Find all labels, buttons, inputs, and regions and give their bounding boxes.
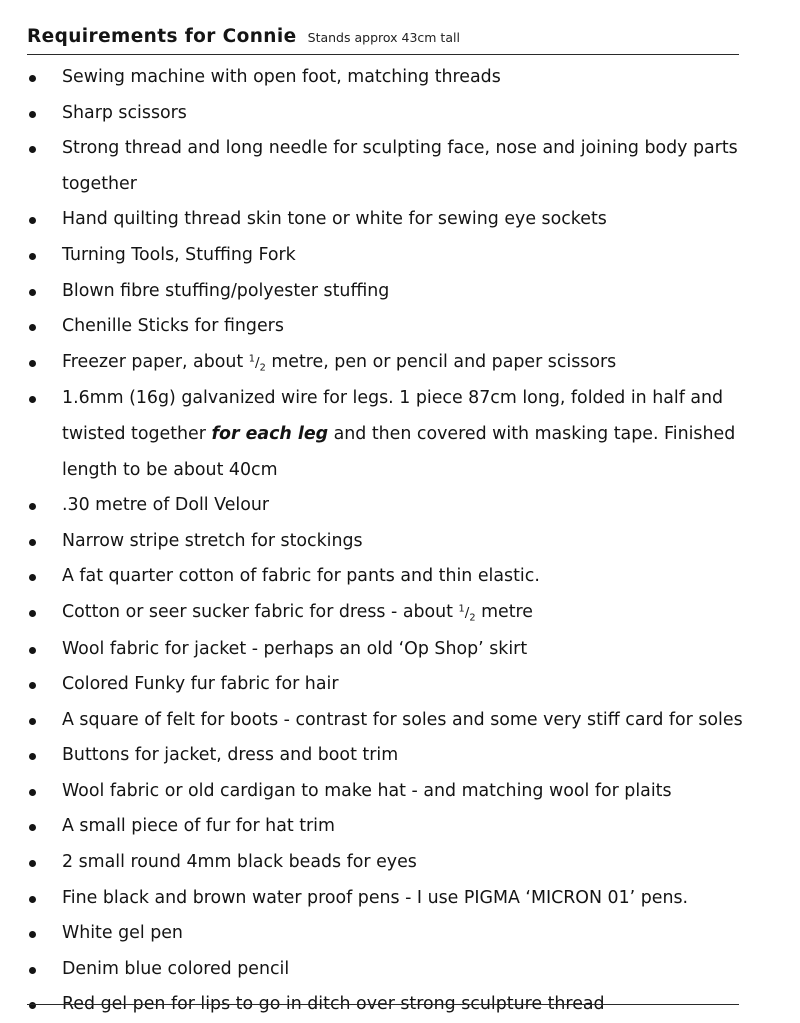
item-text: metre (481, 601, 534, 622)
bullet-icon (29, 75, 36, 82)
list-item (0, 916, 800, 952)
bullet-icon (29, 824, 36, 831)
bullet-icon (29, 360, 36, 367)
bullet-icon (29, 682, 36, 689)
list-item (0, 60, 800, 96)
list-item (0, 381, 800, 488)
item-text: Chenille Sticks for fingers (62, 316, 284, 337)
bullet-icon (29, 931, 36, 938)
bullet-icon (29, 647, 36, 654)
list-item (0, 238, 800, 274)
item-text: Sewing machine with open foot, matching threads (62, 67, 501, 87)
item-text: Wool fabric for jacket - perhaps an old ‘Op Shop’ skirt (62, 638, 528, 659)
item-text: and then covered with masking tape. Finished length to be about 40cm (62, 423, 736, 480)
bullet-icon (29, 253, 36, 260)
item-text: Hand quilting thread skin tone or white for sewing eye sockets (62, 209, 607, 230)
page-title: Requirements for Connie (27, 26, 297, 47)
list-item (0, 774, 800, 810)
list-item (0, 595, 800, 632)
bullet-icon (29, 146, 36, 153)
item-text: Colored Funky fur fabric for hair (62, 674, 339, 695)
list-item (0, 632, 800, 668)
list-item (0, 987, 800, 1023)
bullet-icon (29, 610, 36, 617)
list-item (0, 309, 800, 345)
bullet-icon (29, 967, 36, 974)
list-item (0, 559, 800, 595)
bullet-icon (29, 503, 36, 510)
page-subtitle: Stands approx 43cm tall (307, 30, 460, 45)
item-text: Freezer paper, about (62, 351, 244, 372)
bullet-icon (29, 324, 36, 331)
list-item (0, 202, 800, 238)
list-item (0, 524, 800, 560)
list-item (0, 952, 800, 988)
item-text: Cotton or seer sucker fabric for dress - about (62, 601, 453, 622)
item-text: metre, pen or pencil and paper scissors (271, 351, 617, 372)
item-text: .30 metre of Doll Velour (62, 495, 270, 516)
list-item (0, 845, 800, 881)
bullet-icon (29, 753, 36, 760)
fraction: $^1/_2$ (248, 353, 266, 374)
item-text: White gel pen (62, 923, 183, 944)
requirements-list (0, 60, 800, 1023)
bullet-icon (29, 860, 36, 867)
item-text: Fine black and brown water proof pens - I use PIGMA ‘MICRON 01’ pens. (62, 887, 689, 908)
item-text: Narrow stripe stretch for stockings (62, 530, 363, 551)
bullet-icon (29, 574, 36, 581)
list-item (0, 881, 800, 917)
item-text: A square of felt for boots - contrast for soles and some very stiff card for soles (62, 709, 743, 730)
bullet-icon (29, 289, 36, 296)
list-item (0, 667, 800, 703)
bullet-icon (29, 217, 36, 224)
bullet-icon (29, 111, 36, 118)
fraction: $^1/_2$ (458, 603, 476, 624)
item-text: 1.6mm (16g) galvanized wire for legs. 1 piece 87cm long, folded in half and twisted together (62, 388, 724, 444)
footer-divider (27, 1004, 739, 1005)
bullet-icon (29, 718, 36, 725)
item-text: A fat quarter cotton of fabric for pants and thin elastic. (62, 566, 540, 587)
item-text: Turning Tools, Stuffing Fork (62, 244, 296, 265)
bullet-icon (29, 396, 36, 403)
emphasis-text: for each leg (211, 423, 329, 444)
item-text: Wool fabric or old cardigan to make hat - and matching wool for plaits (62, 780, 672, 801)
list-item (0, 738, 800, 774)
item-text: Buttons for jacket, dress and boot trim (62, 745, 399, 766)
item-text: Blown fibre stuffing/polyester stuffing (62, 280, 390, 301)
list-item (0, 809, 800, 845)
list-item (0, 96, 800, 132)
item-text: Sharp scissors (62, 102, 187, 123)
list-item (0, 274, 800, 310)
list-item (0, 488, 800, 524)
list-item (0, 703, 800, 739)
bullet-icon (29, 539, 36, 546)
item-text: Denim blue colored pencil (62, 958, 290, 979)
bullet-icon (29, 896, 36, 903)
list-item (0, 131, 800, 202)
requirements-header (27, 26, 739, 55)
item-text: 2 small round 4mm black beads for eyes (62, 852, 417, 873)
item-text: Strong thread and long needle for sculpting face, nose and joining body parts together (62, 138, 738, 194)
bullet-icon (29, 789, 36, 796)
item-text: A small piece of fur for hat trim (62, 816, 335, 837)
item-text: Red gel pen for lips to go in ditch over strong sculpture thread (62, 994, 605, 1015)
list-item (0, 345, 800, 382)
